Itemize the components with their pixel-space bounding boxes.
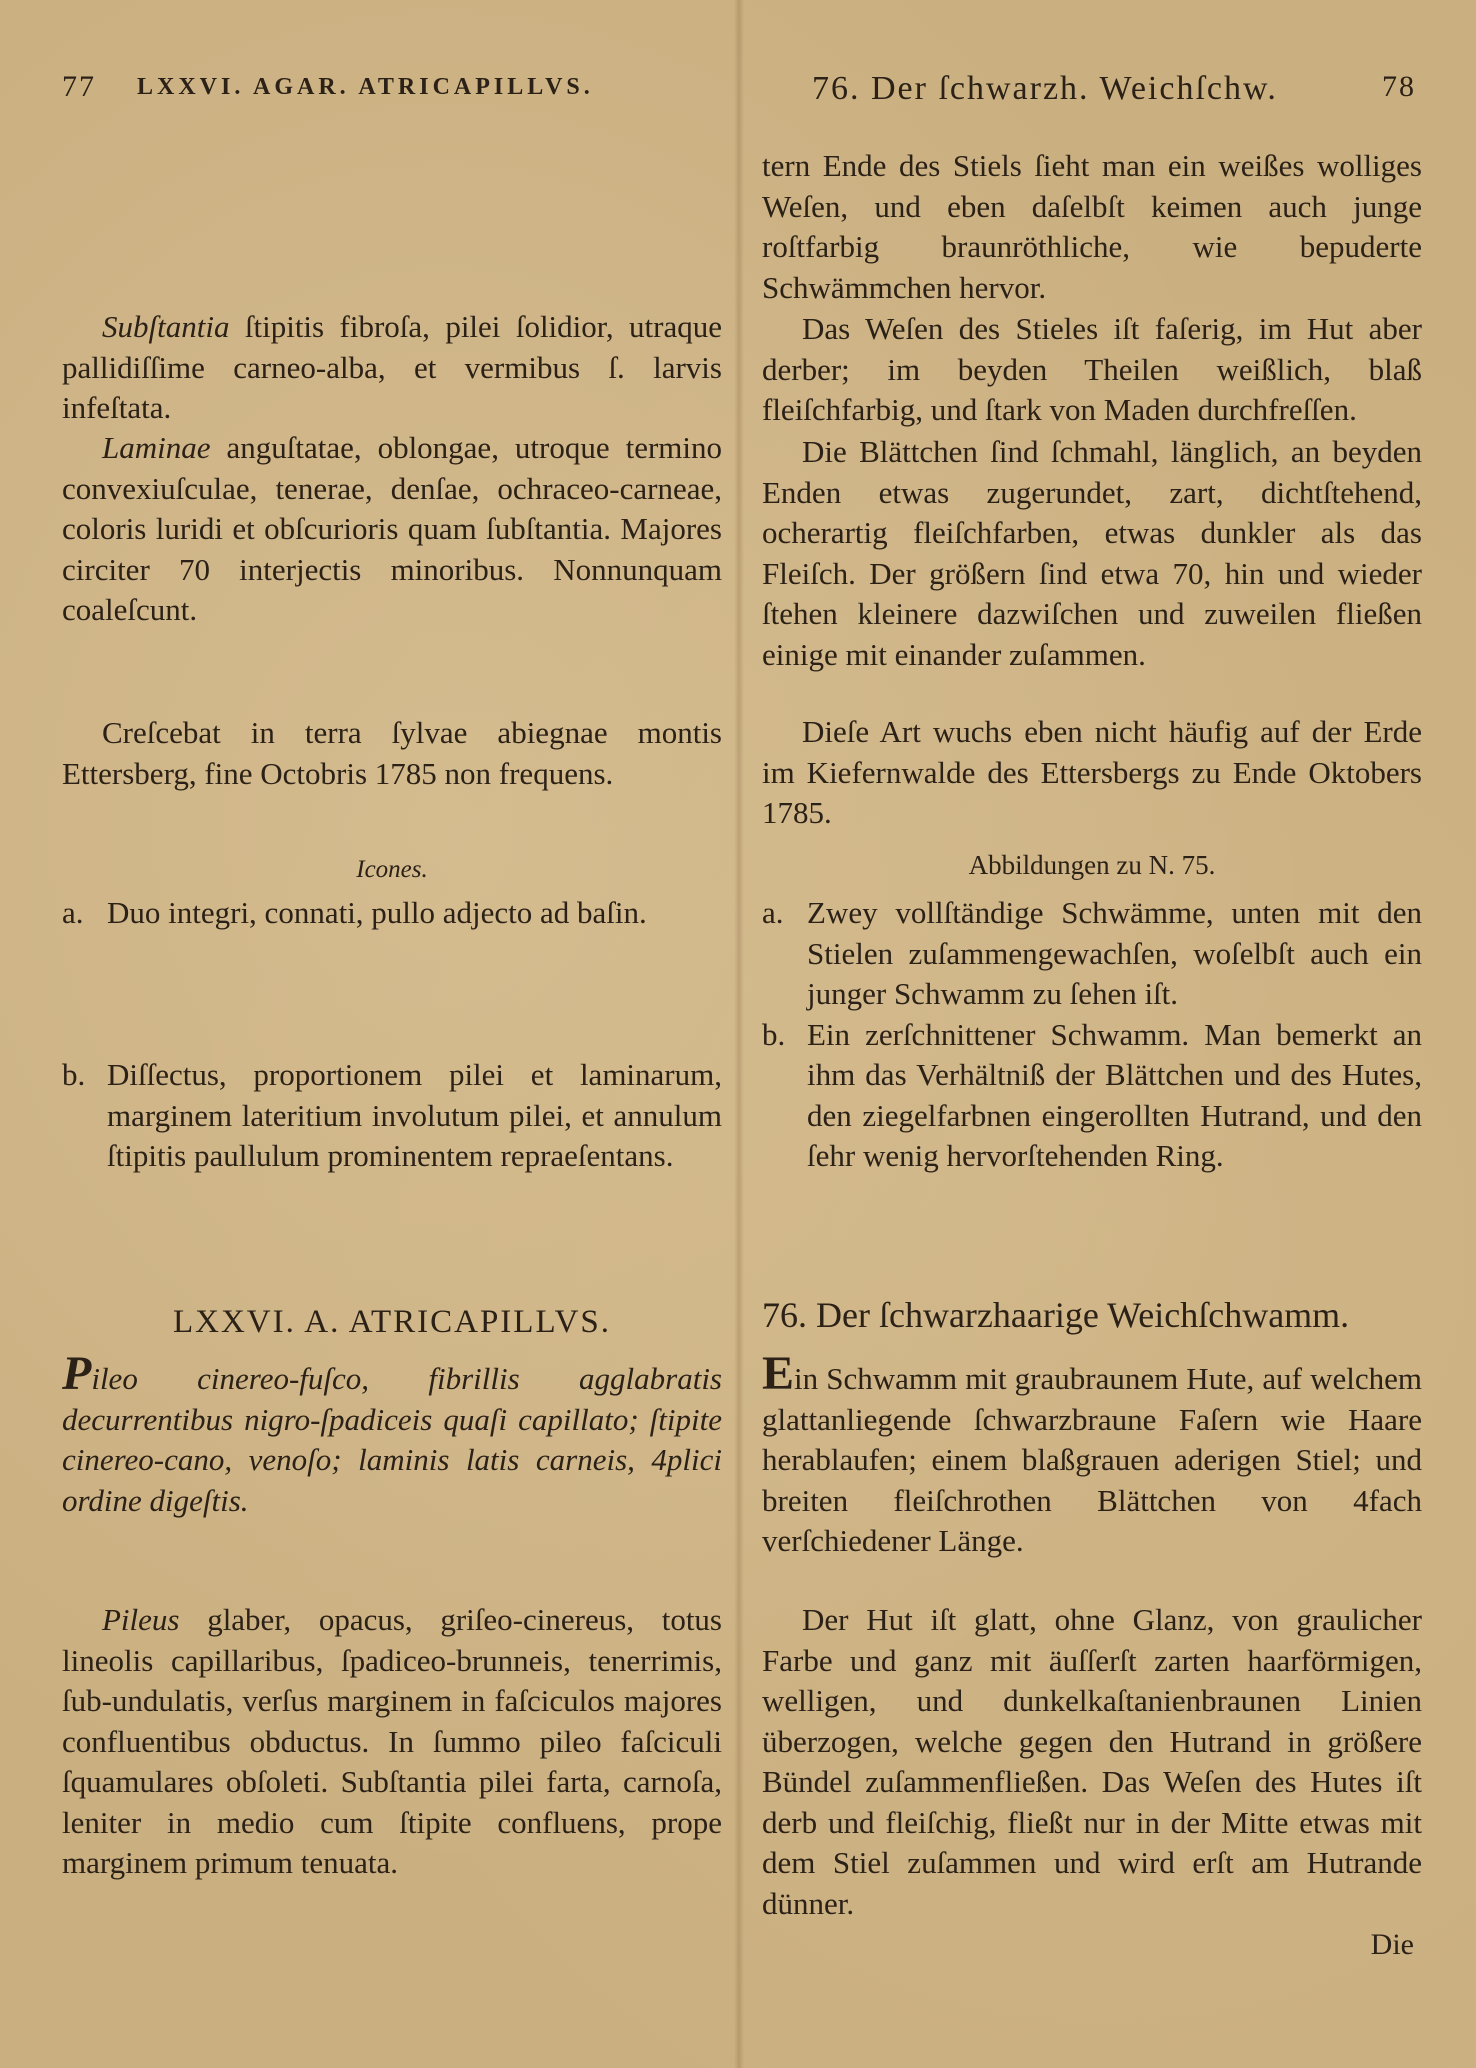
icon-item-a-text: Duo integri, connati, pullo adjecto ad baſin.	[107, 895, 647, 930]
abbildung-item-b-marker: b.	[762, 1016, 786, 1052]
abbildung-item-a-text: Zwey vollſtändige Schwämme, unten mit den Stielen zuſammengewachſen, woſelbſt auch ein junger Schwamm zu ſehen iſt.	[807, 895, 1422, 1011]
beschreibung-text: in Schwamm mit graubraunem Hute, auf welchem glattanliegende ſchwarzbraune Faſern wie Haare herablaufen; einem blaßgrauen aderigen Stiel; und breiten fleiſchrothen Blättchen von 4fach verſchiedener Länge.	[762, 1361, 1422, 1558]
diagnosis-dropcap: P	[62, 1347, 92, 1400]
laminae-paragraph	[62, 428, 722, 631]
abbildungen-heading: Abbildungen zu N. 75.	[968, 850, 1216, 880]
substantia-term: Subſtantia	[102, 309, 230, 344]
wesen-lead: Das Weſen	[802, 311, 944, 346]
laminae-term: Laminae	[102, 430, 211, 465]
habitat-paragraph	[62, 713, 722, 794]
beschreibung-paragraph	[762, 1347, 1422, 1562]
diagnosis-paragraph	[62, 1347, 722, 1521]
beschreibung-dropcap: E	[762, 1347, 795, 1400]
abbildung-item-a-marker: a.	[762, 895, 784, 930]
substantia-text: ſtipitis fibroſa, pilei ſolidior, utraque pallidiſſime carneo-alba, et vermibus ſ. larvis infeſtata.	[62, 309, 722, 425]
left-page-number: 77	[62, 70, 96, 103]
abbildung-item-a	[762, 893, 1422, 1015]
abbildung-item-b	[762, 1015, 1422, 1177]
icones-heading: Icones.	[356, 856, 428, 883]
icon-item-a	[62, 893, 722, 934]
blaettchen-paragraph	[762, 432, 1422, 675]
right-running-head: 76. Der ſchwarzh. Weichſchw.	[812, 70, 1278, 107]
hut-lead: Der Hut	[802, 1602, 913, 1637]
right-page	[762, 0, 1422, 2068]
pileus-paragraph	[62, 1600, 722, 1884]
left-running-head: LXXVI. AGAR. ATRICAPILLVS.	[137, 74, 594, 100]
laminae-text: anguſtatae, oblongae, utroque termino convexiuſculae, tenerae, denſae, ochraceo-carneae, coloris luridi et obſcurioris quam ſubſtantia. Majores circiter 70 interjectis minoribus. Nonnunquam coaleſcunt.	[62, 430, 722, 627]
abbildung-item-b-text: Ein zerſchnittener Schwamm. Man bemerkt an ihm das Verhältniß der Blättchen und des Hutes, den ziegelfarbnen eingerollten Hutrand, und den ſehr wenig hervorſtehenden Ring.	[807, 1016, 1422, 1173]
catchword: Die	[1370, 1928, 1414, 1961]
hut-paragraph	[762, 1600, 1422, 1924]
habitat-text: Creſcebat in terra ſylvae abiegnae montis Ettersberg, fine Octobris 1785 non frequens.	[62, 715, 722, 791]
diagnosis-text: ileo cinereo-fuſco, fibrillis agglabratis decurrentibus nigro-ſpadiceis quaſi capillato; ſtipite cinereo-cano, venoſo; laminis latis carneis, 4plici ordine digeſtis.	[62, 1361, 722, 1518]
pileus-term: Pileus	[102, 1602, 180, 1637]
left-page	[62, 0, 722, 2068]
icon-item-b-text: Diſſectus, proportionem pilei et laminarum, marginem lateritium involutum pilei, et annulum ſtipitis paullulum prominentem repraeſentans.	[107, 1057, 722, 1173]
blaettchen-lead: Die Blättchen	[802, 434, 978, 469]
section-title-latin: LXXVI. A. ATRICAPILLVS.	[172, 1304, 612, 1340]
abbildungen-list	[762, 893, 1422, 1177]
icon-item-b	[62, 1055, 722, 1177]
left-page-header	[62, 70, 722, 120]
icones-list	[62, 893, 722, 934]
wesen-text: des Stieles iſt faſerig, im Hut aber derber; im beyden Theilen weißlich, blaß fleiſchfarbig, und ſtark von Maden durchfreſſen.	[762, 311, 1422, 427]
continuation-text: tern Ende des Stiels ſieht man ein weißes wolliges Weſen, und eben daſelbſt keimen auch junge roſtfarbig braunröthliche, wie bepuderte Schwämmchen hervor.	[762, 148, 1422, 305]
wesen-paragraph	[762, 309, 1422, 431]
book-gutter	[734, 0, 744, 2068]
section-title-german: 76. Der ſchwarzhaarige Weichſchwamm.	[762, 1295, 1350, 1335]
fundort-text: Dieſe Art wuchs eben nicht häufig auf der Erde im Kiefernwalde des Ettersbergs zu Ende Oktobers 1785.	[762, 714, 1422, 830]
hut-text: iſt glatt, ohne Glanz, von graulicher Farbe und ganz mit äuſſerſt zarten haarförmigen, welligen, und dunkelkaſtanienbraunen Linien überzogen, welche gegen den Hutrand in größere Bündel zuſammenfließen. Das Weſen des Hutes iſt derb und fleiſchig, fließt nur in der Mitte etwas mit dem Stiel zuſammen und wird erſt am Hutrande dünner.	[762, 1602, 1422, 1921]
continuation-paragraph	[762, 146, 1422, 308]
substantia-paragraph	[62, 307, 722, 429]
blaettchen-text: ſind ſchmahl, länglich, an beyden Enden etwas zugerundet, zart, dichtſtehend, ocherartig fleiſchfarben, etwas dunkler als das Fleiſch. Der größern ſind etwa 70, hin und wieder ſtehen kleinere dazwiſchen und zuweilen fließen einige mit einander zuſammen.	[762, 434, 1423, 672]
icon-item-a-marker: a.	[62, 895, 84, 930]
right-page-number: 78	[1382, 70, 1416, 103]
right-page-header	[762, 70, 1422, 120]
icones-list-b	[62, 1055, 722, 1177]
icon-item-b-marker: b.	[62, 1057, 86, 1092]
fundort-paragraph	[762, 712, 1422, 834]
pileus-text: glaber, opacus, griſeo-cinereus, totus lineolis capillaribus, ſpadiceo-brunneis, tenerrimis, ſub-undulatis, verſus marginem in faſciculos majores confluentibus obductus. In ſummo pileo faſciculi ſquamulares obſoleti. Subſtantia pilei farta, carnoſa, leniter in medio cum ſtipite confluens, prope marginem primum tenuata.	[62, 1602, 722, 1880]
